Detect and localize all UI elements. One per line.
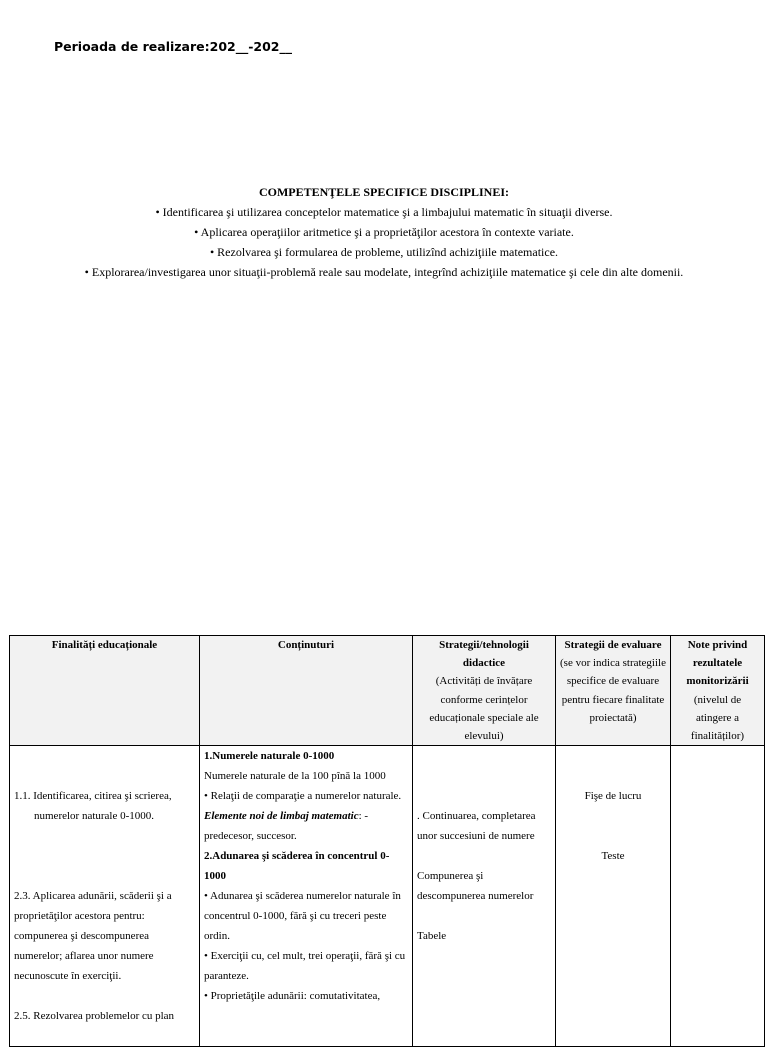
cell-note xyxy=(671,746,765,1047)
content-text: • Exerciţii cu, cel mult, trei operaţii, fără şi cu paranteze. xyxy=(204,950,406,983)
finalitate-text: 2.5. Rezolvarea problemelor cu plan xyxy=(14,1010,175,1023)
content-text: • Relaţii de comparaţie a numerelor naturale. xyxy=(204,790,402,803)
plan-table xyxy=(9,635,765,1047)
competente-item: • Rezolvarea şi formularea de probleme, utilizînd achiziţiile matematice. xyxy=(209,245,559,259)
cell-strategii xyxy=(413,746,556,1047)
table-header-row xyxy=(10,636,765,746)
competente-title: COMPETENŢELE SPECIFICE DISCIPLINEI: xyxy=(258,185,510,199)
strategie-text: Tabele xyxy=(417,930,447,943)
finalitate-text: 2.3. Aplicarea adunării, scăderii şi a proprietăţilor acestora pentru: compunerea şi descompunerea numerelor; aflarea unor numere necunoscute în exerciţii. xyxy=(14,890,172,983)
strategie-text: . Continuarea, completarea unor succesiuni de numere xyxy=(417,810,536,843)
content-heading: 2.Adunarea şi scăderea în concentrul 0-1000 xyxy=(204,850,390,883)
header-note: Note privind rezultatele monitorizării (nivelul de atingere a finalităților) xyxy=(671,636,765,746)
competente-item: • Identificarea şi utilizarea conceptelor matematice şi a limbajului matematic în situaţii diverse. xyxy=(155,205,613,219)
content-text: • Adunarea şi scăderea numerelor naturale în concentrul 0-1000, fără şi cu treceri peste ordin. xyxy=(204,890,401,943)
cell-evaluare xyxy=(556,746,671,1047)
competente-item: • Explorarea/investigarea unor situaţii-problemă reale sau modelate, integrînd achiziţiile matematice şi cele din alte domenii. xyxy=(84,265,684,279)
evaluare-text: Fişe de lucru xyxy=(584,790,642,803)
competente-item: • Aplicarea operaţiilor aritmetice şi a proprietăţilor acestora în contexte variate. xyxy=(194,225,574,239)
competente-section xyxy=(0,182,768,282)
header-finalitati: Finalități educaționale xyxy=(10,636,200,746)
cell-finalitati xyxy=(10,746,200,1047)
header-continuturi: Conținuturi xyxy=(200,636,413,746)
finalitate-text: 1.1. Identificarea, citirea şi scrierea, xyxy=(14,790,172,803)
content-text: • Proprietăţile adunării: comutativitatea, xyxy=(204,990,381,1003)
period-heading: Perioada de realizare:202__-202__ xyxy=(54,39,292,54)
content-heading: 1.Numerele naturale 0-1000 xyxy=(204,750,335,763)
header-strategii-didactice: Strategii/tehnologii didactice (Activități de învățare conforme cerințelor educaționale speciale ale elevului) xyxy=(413,636,556,746)
strategie-text: Compunerea şi descompunerea numerelor xyxy=(417,870,534,903)
content-text: Numerele naturale de la 100 pînă la 1000 xyxy=(204,770,386,783)
header-strategii-evaluare: Strategii de evaluare (se vor indica strategiile specifice de evaluare pentru fiecare finalitate proiectată) xyxy=(556,636,671,746)
finalitate-text: numerelor naturale 0-1000. xyxy=(34,810,155,823)
table-row xyxy=(10,746,765,1047)
evaluare-text: Teste xyxy=(601,850,625,863)
cell-continuturi xyxy=(200,746,413,1047)
content-text: Elemente noi de limbaj matematic: - predecesor, succesor. xyxy=(204,810,369,843)
